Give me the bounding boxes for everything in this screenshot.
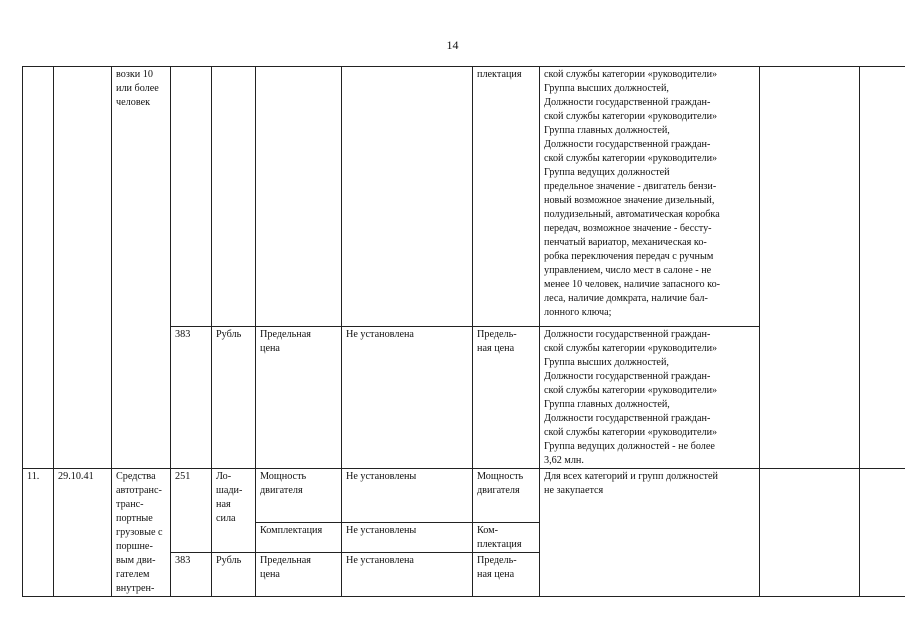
cell-code	[54, 67, 112, 469]
cell-okei-code: 383	[171, 553, 212, 597]
cell-unit: Ло- шади- ная сила	[212, 469, 256, 553]
cell-value	[342, 67, 473, 327]
cell-characteristic: Предельная цена	[256, 553, 342, 597]
cell-unit: Рубль	[212, 327, 256, 469]
cell-okei-code	[171, 67, 212, 327]
cell-extra-1	[760, 469, 860, 597]
cell-value: Не установлена	[342, 327, 473, 469]
cell-value: Не установлены	[342, 469, 473, 523]
cell-description: Для всех категорий и групп должностей не закупается	[540, 469, 760, 597]
cell-characteristic: Комплектация	[256, 523, 342, 553]
cell-characteristic: Предельная цена	[256, 327, 342, 469]
cell-value: Не установлены	[342, 523, 473, 553]
cell-num: 11.	[23, 469, 54, 597]
cell-unit: Рубль	[212, 553, 256, 597]
cell-extra-2	[860, 67, 905, 469]
cell-name: возки 10 или более человек	[112, 67, 171, 469]
requirements-table	[22, 66, 905, 597]
cell-parameter: Ком- плектация	[473, 523, 540, 553]
cell-parameter: плектация	[473, 67, 540, 327]
cell-okei-code: 251	[171, 469, 212, 553]
cell-parameter: Мощность двигателя	[473, 469, 540, 523]
cell-code: 29.10.41	[54, 469, 112, 597]
cell-parameter: Предель- ная цена	[473, 327, 540, 469]
cell-name: Средства автотранс- транс- портные грузовые с поршне- вым дви- гателем внутрен-	[112, 469, 171, 597]
cell-characteristic	[256, 67, 342, 327]
cell-okei-code: 383	[171, 327, 212, 469]
cell-parameter: Предель- ная цена	[473, 553, 540, 597]
cell-description: ской службы категории «руководители» Группа высших должностей, Должности государственной граждан- ской службы категории «руководители» Группа главных должностей, Должности государственной граждан- ской службы категории «руководители» Группа ведущих должностей предельное значение - двигатель бензи- новый возможное значение дизельный, полудизельный, автоматическая коробка передач, возможное значение - бессту- пенчатый вариатор, механическая ко- робка переключения передач с ручным управлением, число мест в салоне - не менее 10 человек, наличие запасного ко- леса, наличие домкрата, наличие бал- лонного ключа;	[540, 67, 760, 327]
cell-value: Не установлена	[342, 553, 473, 597]
table-row	[23, 67, 905, 327]
cell-num	[23, 67, 54, 469]
cell-extra-1	[760, 67, 860, 469]
cell-unit	[212, 67, 256, 327]
cell-characteristic: Мощность двигателя	[256, 469, 342, 523]
table-row	[23, 469, 905, 523]
cell-extra-2	[860, 469, 905, 597]
cell-description: Должности государственной граждан- ской службы категории «руководители» Группа высших должностей, Должности государственной граждан- ской службы категории «руководители» Группа главных должностей, Должности государственной граждан- ской службы категории «руководители» Группа ведущих должностей - не более 3,62 млн.	[540, 327, 760, 469]
page-number: 14	[446, 38, 459, 52]
